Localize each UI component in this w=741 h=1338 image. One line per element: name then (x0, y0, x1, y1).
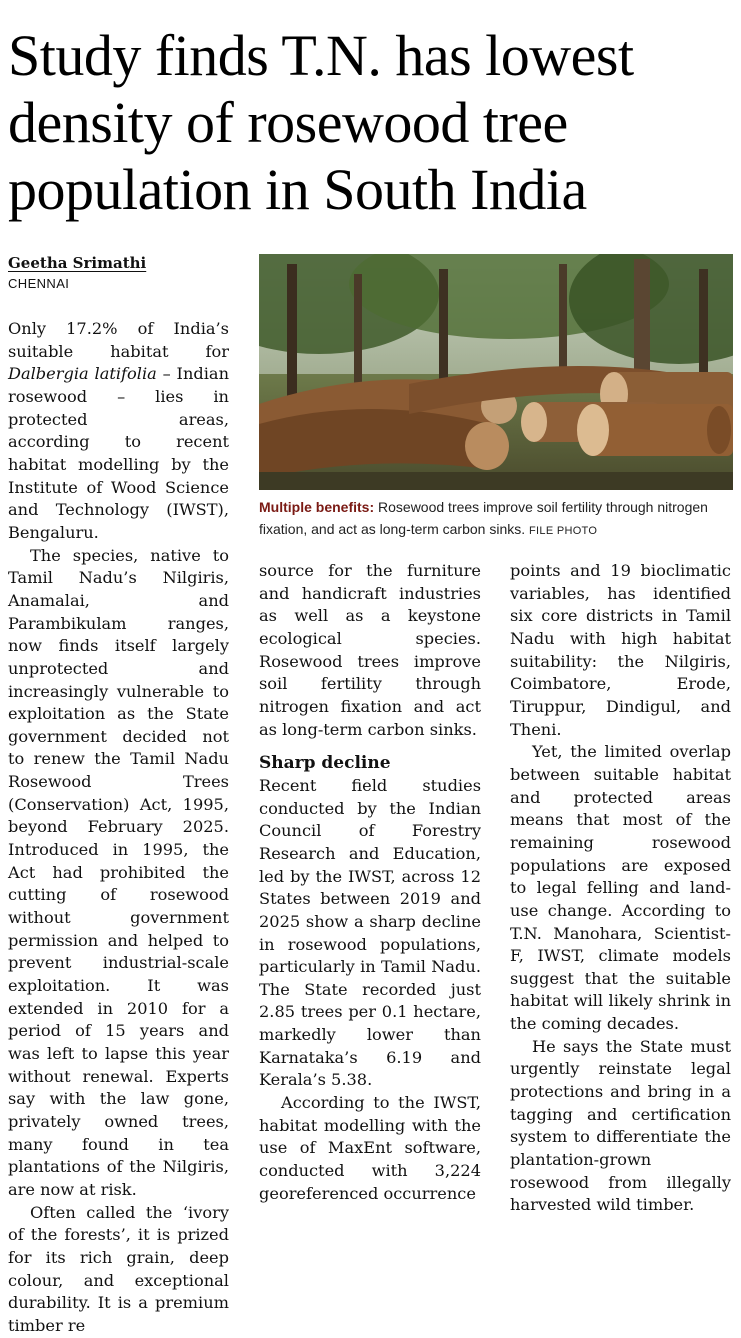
article-column-1 (8, 318, 229, 1338)
paragraph-4: Recent field studies conducted by the Indian Council of Forestry Research and Education, led by the IWST, across 12 States between 2019 and 2025 show a sharp decline in rosewood populations, particularly in Tamil Nadu. The State recorded just 2.85 trees per 0.1 hectare, markedly lower than Karnataka’s 6.19 and Kerala’s 5.38. (259, 775, 481, 1090)
headline: Study finds T.N. has lowest density of rosewood tree population in South India (8, 23, 634, 222)
paragraph-5-continued: points and 19 bioclimatic variables, has identified six core districts in Tamil Nadu with high habitat suitability: the Nilgiris, Coimbatore, Erode, Tiruppur, Dindigul, and Theni. (510, 561, 731, 739)
caption-lead: Multiple benefits: (259, 499, 375, 515)
dateline: CHENNAI (8, 276, 70, 291)
caption-text: Rosewood trees improve soil fertility through nitrogen fixation, and act as long-term carbon sinks. (259, 499, 708, 537)
species-name: Dalbergia latifolia (8, 364, 157, 384)
photo-illustration-icon (259, 254, 733, 490)
paragraph-5-start: According to the IWST, habitat modelling with the use of MaxEnt software, conducted with 3,224 georeferenced occurrence (259, 1093, 481, 1203)
paragraph-1: Only 17.2% of India’s suitable habitat for Dalbergia latifolia – Indian rosewood – lies in protected areas, according to recent habitat modelling by the Institute of Wood Science and Technology (IWST), Bengaluru. (8, 319, 229, 542)
paragraph-2: The species, native to Tamil Nadu’s Nilgiris, Anamalai, and Parambikulam ranges, now finds itself largely unprotected and increasingly vulnerable to exploitation as the State government decided not to renew the Tamil Nadu Rosewood Trees (Conservation) Act, 1995, beyond February 2025. Introduced in 1995, the Act had prohibited the cutting of rosewood without government permission and helped to prevent industrial-scale exploitation. It was extended in 2010 for a period of 15 years and was left to lapse this year without renewal. Experts say with the law gone, privately owned trees, many found in tea plantations of the Nilgiris, are now at risk. (8, 545, 229, 1199)
byline[interactable]: Geetha Srimathi (8, 254, 147, 272)
photo-credit: FILE PHOTO (529, 525, 598, 537)
photo-caption (259, 496, 733, 542)
paragraph-3-start: Often called the ‘ivory of the forests’, it is prized for its rich grain, deep colour, and exceptional durability. It is a premium timber re (8, 1202, 229, 1335)
paragraph-7: He says the State must urgently reinstate legal protections and bring in a tagging and certification system to differentiate the plantation-grown rosewood from illegally harvested wild timber. (510, 1036, 731, 1215)
article-column-2 (259, 560, 481, 1205)
article-column-3 (510, 560, 731, 1217)
rosewood-logs-photo (259, 254, 733, 490)
paragraph-6: Yet, the limited overlap between suitable habitat and protected areas means that most of the remaining rosewood populations are exposed to legal felling and land-use change. According to T.N. Manohara, Scientist-F, IWST, climate models suggest that the suitable habitat will likely shrink in the coming decades. (510, 742, 731, 1034)
subheading-sharp-decline: Sharp decline (259, 753, 391, 774)
paragraph-3-continued: source for the furniture and handicraft industries as well as a keystone ecological species. Rosewood trees improve soil fertility through nitrogen fixation and act as long-term carbon sinks. (259, 561, 481, 739)
